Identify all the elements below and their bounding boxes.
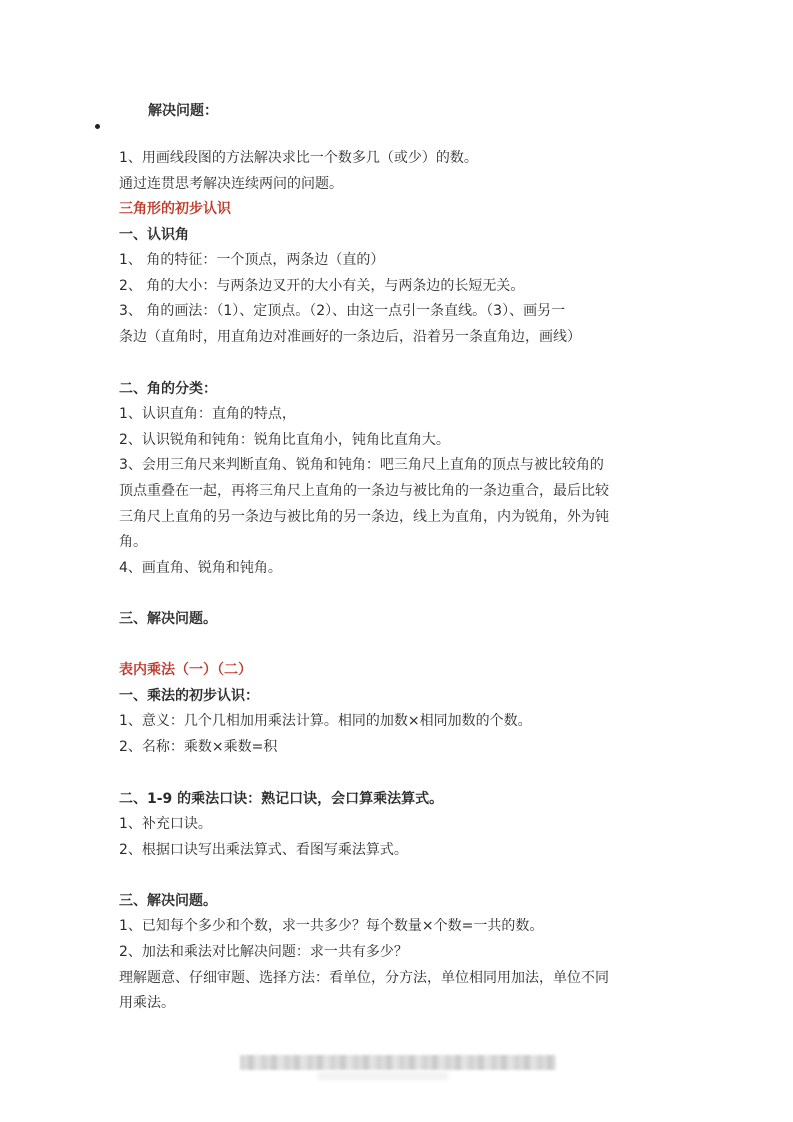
bullet-icon [95, 124, 100, 129]
list-item: 1、补充口诀。 [119, 816, 212, 832]
subheading-recognize-angle: 一、认识角 [119, 227, 189, 243]
text-line: 通过连贯思考解决连续两问的问题。 [119, 176, 343, 192]
list-item: 三角尺上直角的另一条边与被比角的另一条边，线上为直角，内为锐角，外为钝 [119, 509, 609, 525]
list-item: 1、已知每个多少和个数，求一共多少？每个数量×个数=一共的数。 [119, 918, 544, 934]
list-item: 2、名称：乘数×乘数=积 [119, 739, 278, 755]
subheading-multiplication-intro: 一、乘法的初步认识： [119, 688, 259, 704]
blurred-footer-watermark-secondary [318, 1072, 448, 1080]
subheading-solve-problems: 三、解决问题。 [119, 611, 217, 627]
list-item: 1、 角的特征：一个顶点，两条边（直的） [119, 252, 385, 268]
list-item: 用乘法。 [119, 995, 175, 1011]
subheading-solve-problems-2: 三、解决问题。 [119, 893, 217, 909]
text-line: 1、用画线段图的方法解决求比一个数多几（或少）的数。 [119, 150, 478, 166]
list-item: 2、 角的大小：与两条边叉开的大小有关，与两条边的长短无关。 [119, 278, 525, 294]
list-item: 3、 角的画法：（1）、定顶点。（2）、由这一点引一条直线。（3）、画另一 [119, 303, 566, 319]
list-item: 3、会用三角尺来判断直角、锐角和钝角：吧三角尺上直角的顶点与被比较角的 [119, 457, 604, 473]
list-item: 2、认识锐角和钝角：锐角比直角小，钝角比直角大。 [119, 432, 450, 448]
subheading-multiplication-table: 二、1-9 的乘法口诀：熟记口诀，会口算乘法算式。 [119, 791, 444, 807]
list-item: 1、意义：几个几相加用乘法计算。相同的加数×相同加数的个数。 [119, 713, 532, 729]
list-item: 1、认识直角：直角的特点， [119, 406, 296, 422]
heading-solve-problems: 解决问题： [148, 103, 218, 119]
blurred-footer-watermark [240, 1055, 556, 1070]
list-item: 顶点重叠在一起，再将三角尺上直角的一条边与被比角的一条边重合，最后比较 [119, 483, 609, 499]
list-item: 角。 [119, 534, 147, 550]
section-title-multiplication: 表内乘法（一）（二） [119, 662, 252, 678]
list-item: 4、画直角、锐角和钝角。 [119, 560, 282, 576]
list-item: 2、根据口诀写出乘法算式、看图写乘法算式。 [119, 842, 408, 858]
list-item: 2、加法和乘法对比解决问题：求一共有多少？ [119, 944, 408, 960]
section-title-triangle: 三角形的初步认识 [119, 201, 231, 217]
list-item: 条边（直角时，用直角边对准画好的一条边后，沿着另一条直角边，画线） [119, 329, 581, 345]
subheading-angle-classification: 二、角的分类： [119, 381, 217, 397]
list-item: 理解题意、仔细审题、选择方法：看单位，分方法，单位相同用加法，单位不同 [119, 970, 609, 986]
